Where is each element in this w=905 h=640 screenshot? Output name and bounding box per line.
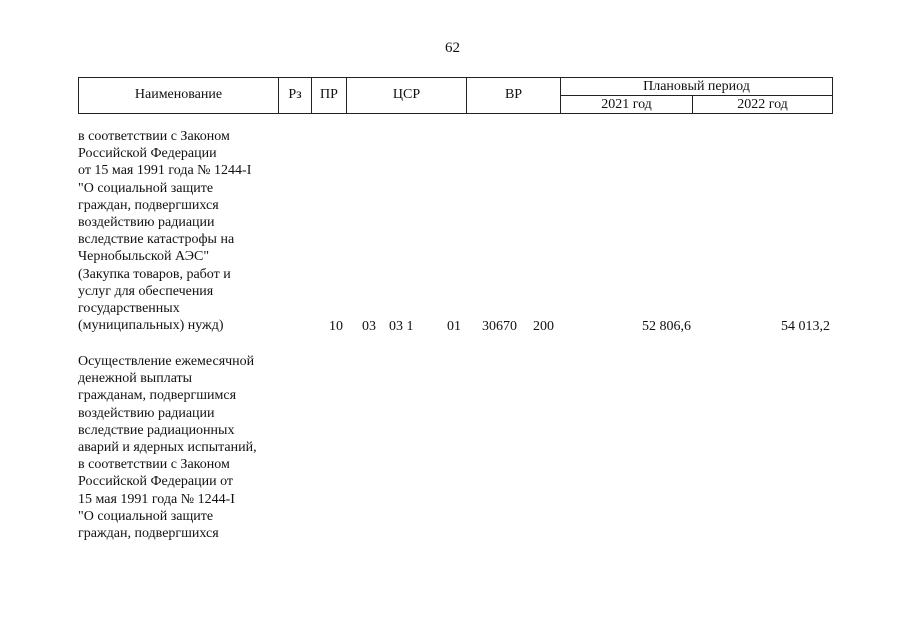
name-line: (Закупка товаров, работ и [78,266,231,282]
name-line: в соответствии с Законом [78,129,230,144]
row-1-pr: 03 [362,319,376,334]
table-row-1-name [78,128,251,334]
name-line: Чернобыльской АЭС" [78,249,210,265]
table-row-2-name [78,353,257,542]
header-year-2021: 2021 год [601,97,652,112]
name-line: Осуществление ежемесячной [78,354,255,369]
row-1-rz: 10 [329,319,343,334]
row-1-csr-program: 03 1 [389,319,414,334]
name-line: денежной выплаты [78,371,193,387]
name-line: Российской Федерации от [78,474,234,490]
name-line: вследствие радиационных [78,422,235,438]
header-right-border [832,77,833,114]
name-line: в соответствии с Законом [78,457,230,473]
name-line: "О социальной защите [78,508,214,524]
row-1-vr: 200 [533,319,554,334]
row-1-csr-subprogram: 01 [447,319,461,334]
header-vr: ВР [504,87,523,102]
header-rz: Рз [288,87,302,102]
header-year-2022: 2022 год [737,97,788,112]
planned-period-divider [560,95,833,96]
name-line: гражданам, подвергшимся [78,388,237,404]
name-line: услуг для обеспечения [78,283,214,299]
page-number: 62 [445,40,460,56]
name-line: 15 мая 1991 года № 1244-I [78,491,235,507]
row-1-amount-2022: 54 013,2 [781,319,830,334]
header-name: Наименование [134,87,223,102]
name-line: аварий и ядерных испытаний, [78,440,257,456]
name-line: граждан, подвергшихся [78,197,219,213]
header-pr: ПР [320,87,338,102]
header-top-border [78,77,833,78]
header-csr: ЦСР [392,87,421,102]
header-bottom-border [78,113,833,114]
table-header [78,77,833,114]
name-line: Российской Федерации [78,146,217,162]
name-line: от 15 мая 1991 года № 1244-I [78,163,252,179]
name-line: граждан, подвергшихся [78,526,219,542]
row-1-csr-direction: 30670 [482,319,517,334]
name-line: воздействию радиации [78,405,215,421]
row-1-amount-2021: 52 806,6 [642,319,691,334]
name-line: государственных [78,301,180,317]
name-line: (муниципальных) нужд) [78,318,224,334]
name-line: вследствие катастрофы на [78,232,235,248]
header-planned-period: Плановый период [643,79,750,94]
name-line: "О социальной защите [78,180,214,196]
name-line: воздействию радиации [78,215,215,231]
